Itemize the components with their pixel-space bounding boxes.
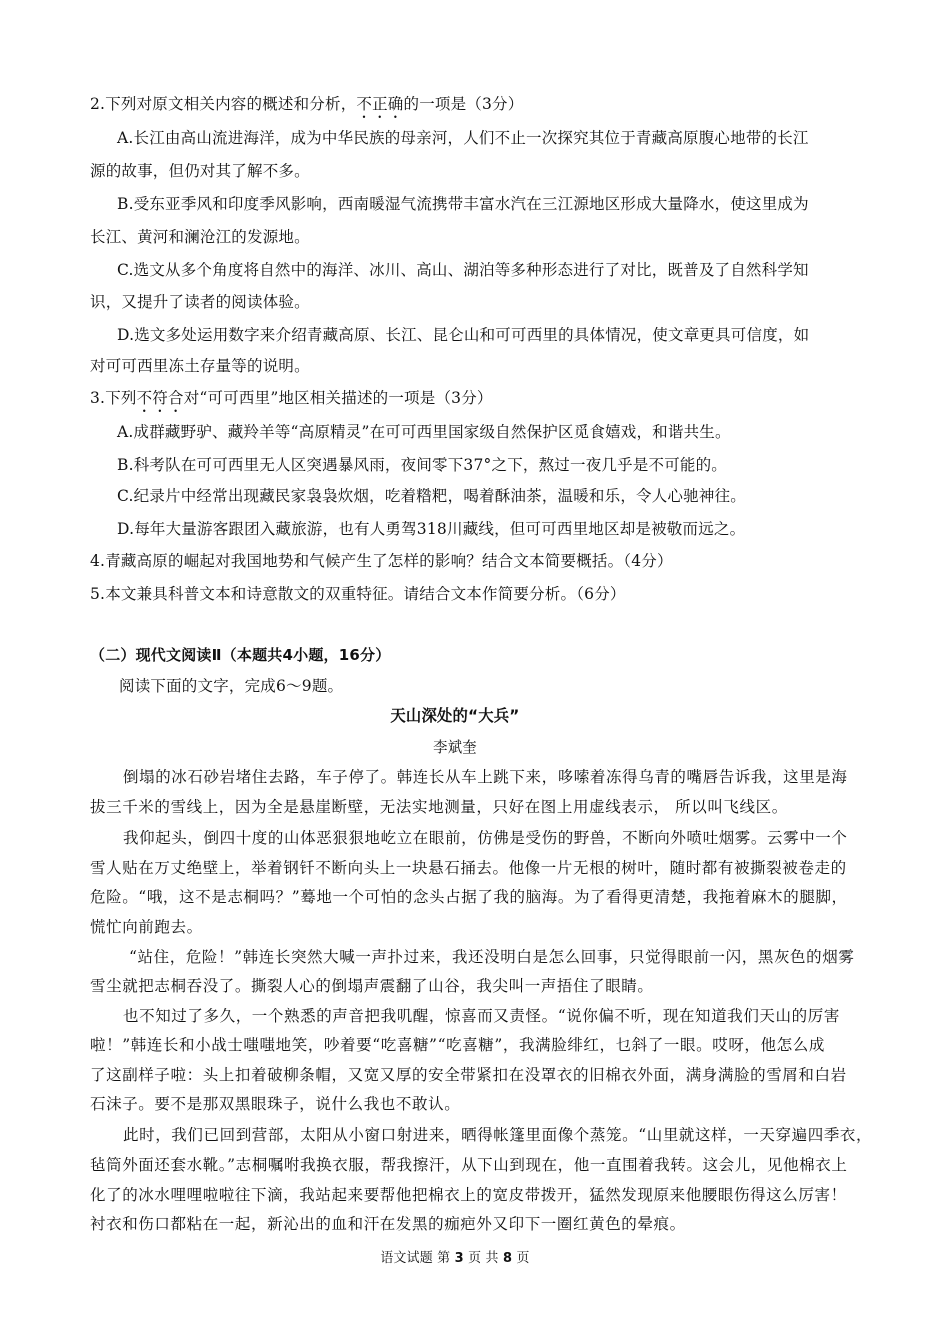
question-2-option-a-line-1: A.长江由高山流进海洋，成为中华民族的母亲河，人们不止一次探究其位于青藏高原腹心地带的长江: [117, 129, 809, 147]
passage-line: 此时，我们已回到营部，太阳从小窗口射进来，晒得帐篷里面像个蒸笼。“山里就这样，一天穿遍四季衣，: [123, 1126, 873, 1144]
footer-suffix: 页: [516, 1250, 530, 1266]
footer-total-pages: 8: [502, 1250, 513, 1266]
passage-line: 石沫子。要不是那双黑眼珠子，说什么我也不敢认。: [90, 1095, 461, 1113]
passage-line: 拔三千米的雪线上，因为全是悬崖断壁，无法实地测量，只好在图上用虚线表示， 所以叫飞线区。: [90, 798, 788, 816]
section-instruction: 阅读下面的文字，完成6～9题。: [119, 677, 344, 695]
passage-line: 毡筒外面还套水靴。”志桐嘱咐我换衣服，帮我擦汗，从下山到现在，他一直围着我转。这会儿，见他棉衣上: [90, 1156, 848, 1174]
question-2-option-d-line-1: D.选文多处运用数字来介绍青藏高原、长江、昆仑山和可可西里的具体情况，使文章更具可信度，如: [117, 326, 810, 344]
footer-mid: 页 共: [468, 1250, 499, 1266]
question-3-option-a: A.成群藏野驴、藏羚羊等“高原精灵”在可可西里国家级自然保护区觅食嬉戏，和谐共生。: [117, 423, 731, 441]
page-footer: [0, 1248, 910, 1268]
question-5: 5.本文兼具科普文本和诗意散文的双重特征。请结合文本作简要分析。（6分）: [90, 585, 626, 603]
passage-line: 啦！”韩连长和小战士嗤嗤地笑，吵着要“吃喜糖”“吃喜糖”，我满脸绯红，乜斜了一眼。哎呀，他怎么成: [90, 1036, 825, 1054]
question-2-option-d-line-2: 对可可西里冻土存量等的说明。: [90, 357, 310, 375]
question-2-stem: [90, 94, 523, 122]
passage-author: 李斌奎: [433, 738, 477, 756]
passage-line: 化了的冰水哩哩啦啦往下滴，我站起来要帮他把棉衣上的宽皮带拨开，猛然发现原来他腰眼伤得这么厉害！: [90, 1186, 847, 1204]
passage-line: 我仰起头，倒四十度的山体恶狠狠地屹立在眼前，仿佛是受伤的野兽，不断向外喷吐烟雾。云雾中一个: [123, 829, 848, 847]
question-2-option-c-line-1: C.选文从多个角度将自然中的海洋、冰川、高山、湖泊等多种形态进行了对比，既普及了自然科学知: [117, 261, 809, 279]
passage-line: 慌忙向前跑去。: [90, 918, 203, 936]
question-2-option-b-line-1: B.受东亚季风和印度季风影响，西南暖湿气流携带丰富水汽在三江源地区形成大量降水，使这里成为: [117, 195, 809, 213]
passage-line: 衬衣和伤口都粘在一起，新沁出的血和汗在发黑的痂疤外又印下一圈红黄色的晕痕。: [90, 1215, 686, 1233]
question-2-stem-tail: 的一项是（3分）: [403, 95, 524, 113]
question-3-option-c: C.纪录片中经常出现藏民家袅袅炊烟，吃着糌粑，喝着酥油茶，温暖和乐，令人心驰神往。: [117, 487, 746, 505]
footer-page-number: 3: [454, 1250, 464, 1266]
question-2-stem-text: 2.下列对原文相关内容的概述和分析，: [90, 95, 357, 113]
question-3-stem-text: 3.下列: [90, 389, 137, 407]
section-heading: （二）现代文阅读Ⅱ（本题共4小题，16分）: [90, 646, 391, 664]
question-3-emphasis: 不符合: [136, 389, 184, 407]
question-3-stem: [90, 388, 493, 416]
question-2-emphasis: 不正确: [356, 95, 404, 113]
passage-line: 雪人贴在万丈绝壁上，举着钢钎不断向头上一块悬石捅去。他像一片无根的树叶，随时都有被撕裂被卷走的: [90, 859, 847, 877]
passage-line: 了这副样子啦：头上扣着破柳条帽，又宽又厚的安全带紧扣在没罩衣的旧棉衣外面，满身满脸的雪屑和白岩: [90, 1066, 847, 1084]
passage-line: 危险。“哦，这不是志桐吗？”蓦地一个可怕的念头占据了我的脑海。为了看得更清楚，我拖着麻木的腿脚，: [90, 888, 848, 906]
passage-line: “站住，危险！”韩连长突然大喊一声扑过来，我还没明白是怎么回事，只觉得眼前一闪，黑灰色的烟雾: [129, 948, 855, 966]
question-2-option-b-line-2: 长江、黄河和澜沧江的发源地。: [90, 228, 310, 246]
question-3-stem-tail: 对“可可西里”地区相关描述的一项是（3分）: [183, 389, 493, 407]
passage-line: 倒塌的冰石砂岩堵住去路，车子停了。韩连长从车上跳下来，哆嗦着冻得乌青的嘴唇告诉我，这里是海: [123, 768, 848, 786]
footer-prefix: 语文试题 第: [380, 1250, 451, 1266]
passage-title: 天山深处的“大兵”: [390, 706, 520, 725]
question-4: 4.青藏高原的崛起对我国地势和气候产生了怎样的影响？结合文本简要概括。（4分）: [90, 552, 673, 570]
passage-line: 也不知过了多久，一个熟悉的声音把我叽醒，惊喜而又责怪。“说你偏不听，现在知道我们天山的厉害: [123, 1007, 840, 1025]
question-3-option-d: D.每年大量游客跟团入藏旅游，也有人勇驾318川藏线，但可可西里地区却是被敬而远之。: [117, 520, 746, 538]
passage-line: 雪尘就把志桐吞没了。撕裂人心的倒塌声震翻了山谷，我尖叫一声捂住了眼睛。: [90, 977, 654, 995]
question-2-option-c-line-2: 识，又提升了读者的阅读体验。: [90, 293, 310, 311]
question-2-option-a-line-2: 源的故事，但仍对其了解不多。: [90, 162, 310, 180]
question-3-option-b: B.科考队在可可西里无人区突遇暴风雨，夜间零下37°之下，熬过一夜几乎是不可能的。: [117, 456, 727, 474]
